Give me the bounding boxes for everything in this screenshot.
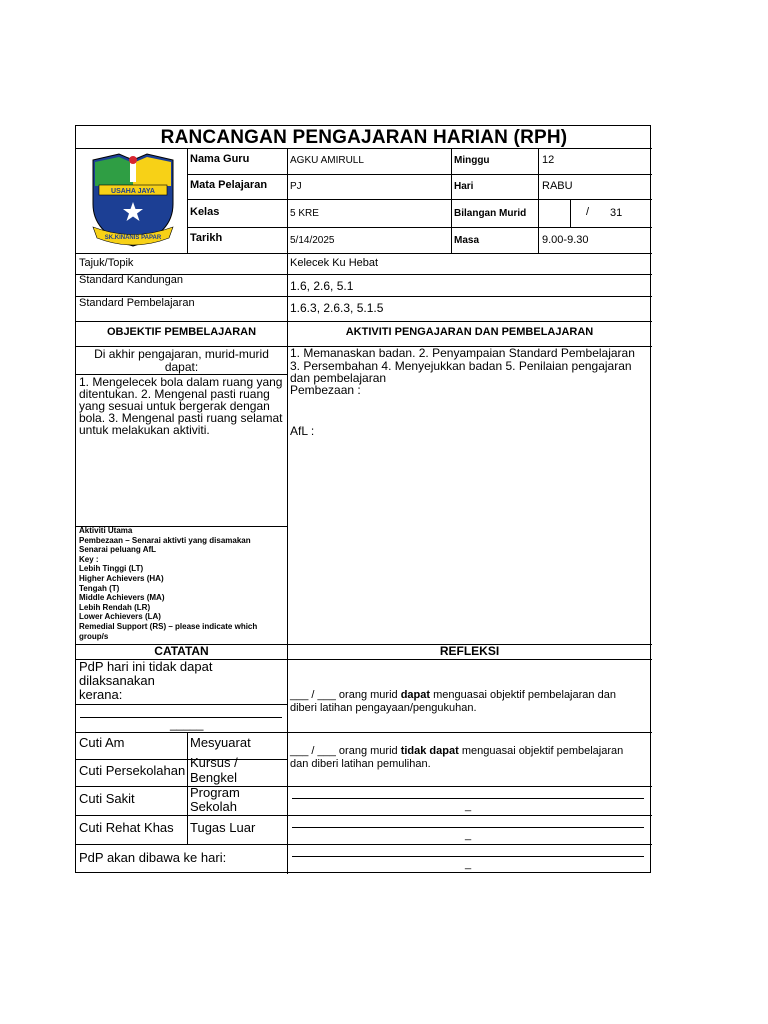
pdp-dibawa: PdP akan dibawa ke hari: xyxy=(79,850,227,865)
kelas-value: 5 KRE xyxy=(290,208,319,219)
program-line-2: Sekolah xyxy=(190,799,237,814)
school-logo xyxy=(89,152,177,250)
pdp-blank: _____ xyxy=(170,717,204,731)
note-line: Pembezaan – Senarai aktivti yang disamakan xyxy=(79,535,251,545)
catatan-header: CATATAN xyxy=(154,644,209,658)
note-line: Aktiviti Utama xyxy=(79,526,133,535)
minggu-value: 12 xyxy=(542,154,555,166)
svg-text:USAHA JAYA: USAHA JAYA xyxy=(111,188,155,195)
standard-kandungan-label: Standard Kandungan xyxy=(79,274,183,286)
rph-document xyxy=(75,125,651,873)
note-line: Middle Achievers (MA) xyxy=(79,593,165,603)
tarikh-value: 5/14/2025 xyxy=(290,235,335,246)
standard-pembelajaran-label: Standard Pembelajaran xyxy=(79,297,195,309)
mata-pelajaran-label: Mata Pelajaran xyxy=(190,179,268,191)
note-line: Lebih Tinggi (LT) xyxy=(79,564,144,574)
nama-guru-label: Nama Guru xyxy=(190,153,250,165)
minggu-label: Minggu xyxy=(454,155,490,166)
objektif-header: OBJEKTIF PEMBELAJARAN xyxy=(106,326,257,338)
hari-label: Hari xyxy=(454,181,474,192)
mesyuarat: Mesyuarat xyxy=(190,735,251,750)
underscore-mark: _ xyxy=(465,829,472,841)
note-line: Higher Achievers (HA) xyxy=(79,573,164,583)
notes-key xyxy=(79,526,287,641)
objektif-text: 1. Mengelecek bola dalam ruang yang ditentukan. 2. Mengenal pasti ruang yang sesuai untuk bergerak dengan bola. 3. Mengenal pasti ruang selamat untuk melakukan aktiviti. xyxy=(79,375,283,437)
underscore-mark: _ xyxy=(465,858,472,870)
refleksi-dapat-line2: diberi latihan pengayaan/pengukuhan. xyxy=(290,702,477,714)
tajuk-value: Kelecek Ku Hebat xyxy=(290,257,379,269)
note-line: Senarai peluang AfL xyxy=(79,545,157,555)
refleksi-tidak-dapat: ___ / ___ orang murid tidak dapat menguasai objektif pembelajaran xyxy=(290,745,624,757)
kursus-line-1: Kursus / xyxy=(190,755,238,770)
bilangan-murid-label: Bilangan Murid xyxy=(454,208,527,219)
underscore-mark: _ xyxy=(465,800,472,812)
note-line: Key : xyxy=(79,554,99,564)
note-line: Remedial Support (RS) – please indicate which xyxy=(79,621,258,631)
nama-guru-value: AGKU AMIRULL xyxy=(290,155,364,166)
tajuk-label: Tajuk/Topik xyxy=(79,257,134,269)
mata-pelajaran-value: PJ xyxy=(290,181,302,192)
refleksi-header: REFLEKSI xyxy=(439,644,500,658)
refleksi-dapat: ___ / ___ orang murid dapat menguasai objektif pembelajaran dan xyxy=(290,689,616,701)
standard-kandungan-value: 1.6, 2.6, 5.1 xyxy=(290,279,354,293)
bilangan-slash: / xyxy=(586,206,590,218)
pdp-line-2: dilaksanakan xyxy=(79,673,155,688)
hari-value: RABU xyxy=(542,180,573,192)
cuti-sakit: Cuti Sakit xyxy=(79,791,135,806)
objektif-intro-dapat: dapat: xyxy=(164,360,199,374)
svg-text:SK.KINANIS PAPAR: SK.KINANIS PAPAR xyxy=(104,235,162,241)
pdp-line-3: kerana: xyxy=(79,687,123,702)
kursus-line-2: Bengkel xyxy=(190,770,237,785)
kelas-label: Kelas xyxy=(190,206,220,218)
note-line: group/s xyxy=(79,631,109,641)
aktiviti-header: AKTIVITI PENGAJARAN DAN PEMBELAJARAN xyxy=(345,326,594,338)
note-line: Lebih Rendah (LR) xyxy=(79,602,151,612)
standard-pembelajaran-value: 1.6.3, 2.6.3, 5.1.5 xyxy=(290,301,384,315)
tarikh-label: Tarikh xyxy=(190,232,223,244)
pdp-line-1: PdP hari ini tidak dapat xyxy=(79,659,213,674)
pembezaan-label: Pembezaan : xyxy=(290,383,361,397)
refleksi-tidak-dapat-line2: dan diberi latihan pemulihan. xyxy=(290,758,431,770)
tugas-luar: Tugas Luar xyxy=(190,820,256,835)
masa-value: 9.00-9.30 xyxy=(542,234,589,246)
afl-label: AfL : xyxy=(290,424,315,438)
note-line: Tengah (T) xyxy=(79,583,120,593)
objektif-intro: Di akhir pengajaran, murid-murid xyxy=(94,347,269,361)
program-line-1: Program xyxy=(190,785,240,800)
cuti-am: Cuti Am xyxy=(79,735,125,750)
masa-label: Masa xyxy=(454,235,480,246)
cuti-persekolahan: Cuti Persekolahan xyxy=(79,763,186,778)
document-title: RANCANGAN PENGAJARAN HARIAN (RPH) xyxy=(160,127,568,148)
note-line: Lower Achievers (LA) xyxy=(79,612,161,622)
bilangan-total: 31 xyxy=(610,207,623,219)
aktiviti-text: 1. Memanaskan badan. 2. Penyampaian Standard Pembelajaran 3. Persembahan 4. Menyejukkan badan 5. Penilaian pengajaran dan pembelajaran xyxy=(290,346,635,385)
cuti-rehat-khas: Cuti Rehat Khas xyxy=(79,820,174,835)
